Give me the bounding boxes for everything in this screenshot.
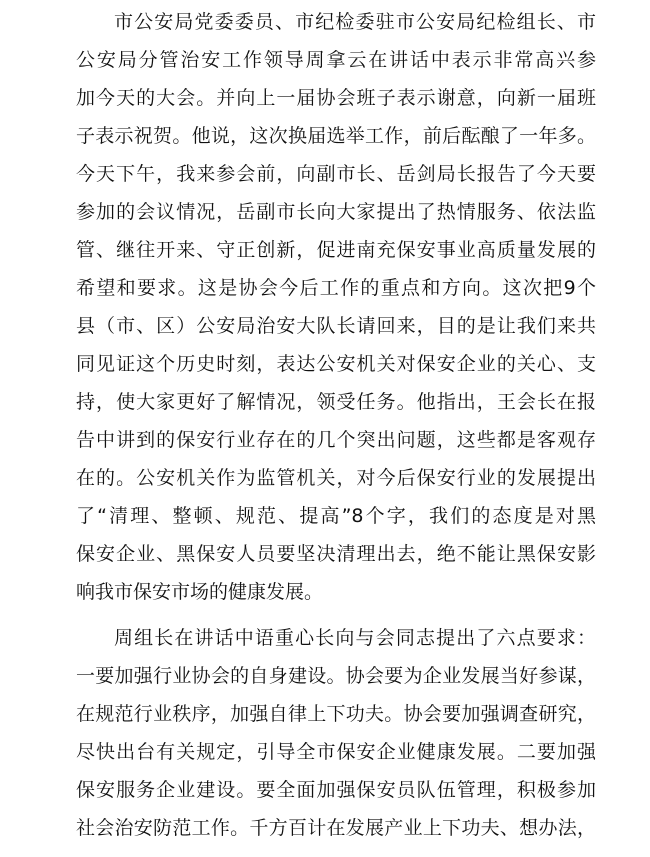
text-line: 子表示祝贺。他说，这次换届选举工作，前后酝酿了一年多。	[76, 125, 596, 147]
text-line: 保安服务企业建设。要全面加强保安员队伍管理，积极参加	[76, 779, 596, 801]
text-line: 管、继往开来、守正创新，促进南充保安事业高质量发展的	[76, 239, 596, 261]
text-line: 参加的会议情况，岳副市长向大家提出了热情服务、依法监	[76, 201, 596, 223]
text-line: 公安局分管治安工作领导周拿云在讲话中表示非常高兴参	[76, 49, 596, 71]
text-line: 周组长在讲话中语重心长向与会同志提出了六点要求：	[114, 627, 596, 649]
text-line: 尽快出台有关规定，引导全市保安企业健康发展。二要加强	[76, 741, 596, 763]
text-line: 一要加强行业协会的自身建设。协会要为企业发展当好参谋，	[76, 665, 596, 687]
text-line: 市公安局党委委员、市纪检委驻市公安局纪检组长、市	[114, 11, 596, 33]
text-line: 持，使大家更好了解情况，领受任务。他指出，王会长在报	[76, 391, 596, 413]
text-line: 了“清理、整顿、规范、提高”8个字，我们的态度是对黑	[76, 505, 596, 527]
text-line: 告中讲到的保安行业存在的几个突出问题，这些都是客观存	[76, 429, 596, 451]
text-line: 在规范行业秩序，加强自律上下功夫。协会要加强调查研究，	[76, 703, 596, 725]
text-line: 响我市保安市场的健康发展。	[76, 581, 324, 603]
text-line: 在的。公安机关作为监管机关，对今后保安行业的发展提出	[76, 467, 596, 489]
text-line: 县（市、区）公安局治安大队长请回来，目的是让我们来共	[76, 315, 596, 337]
text-line: 今天下午，我来参会前，向副市长、岳剑局长报告了今天要	[76, 163, 596, 185]
text-line: 希望和要求。这是协会今后工作的重点和方向。这次把9个	[76, 277, 596, 299]
text-line: 同见证这个历史时刻，表达公安机关对保安企业的关心、支	[76, 353, 596, 375]
text-line: 社会治安防范工作。千方百计在发展产业上下功夫、想办法，	[76, 817, 596, 839]
text-line: 加今天的大会。并向上一届协会班子表示谢意，向新一届班	[76, 87, 596, 109]
text-line: 保安企业、黑保安人员要坚决清理出去，绝不能让黑保安影	[76, 543, 596, 565]
